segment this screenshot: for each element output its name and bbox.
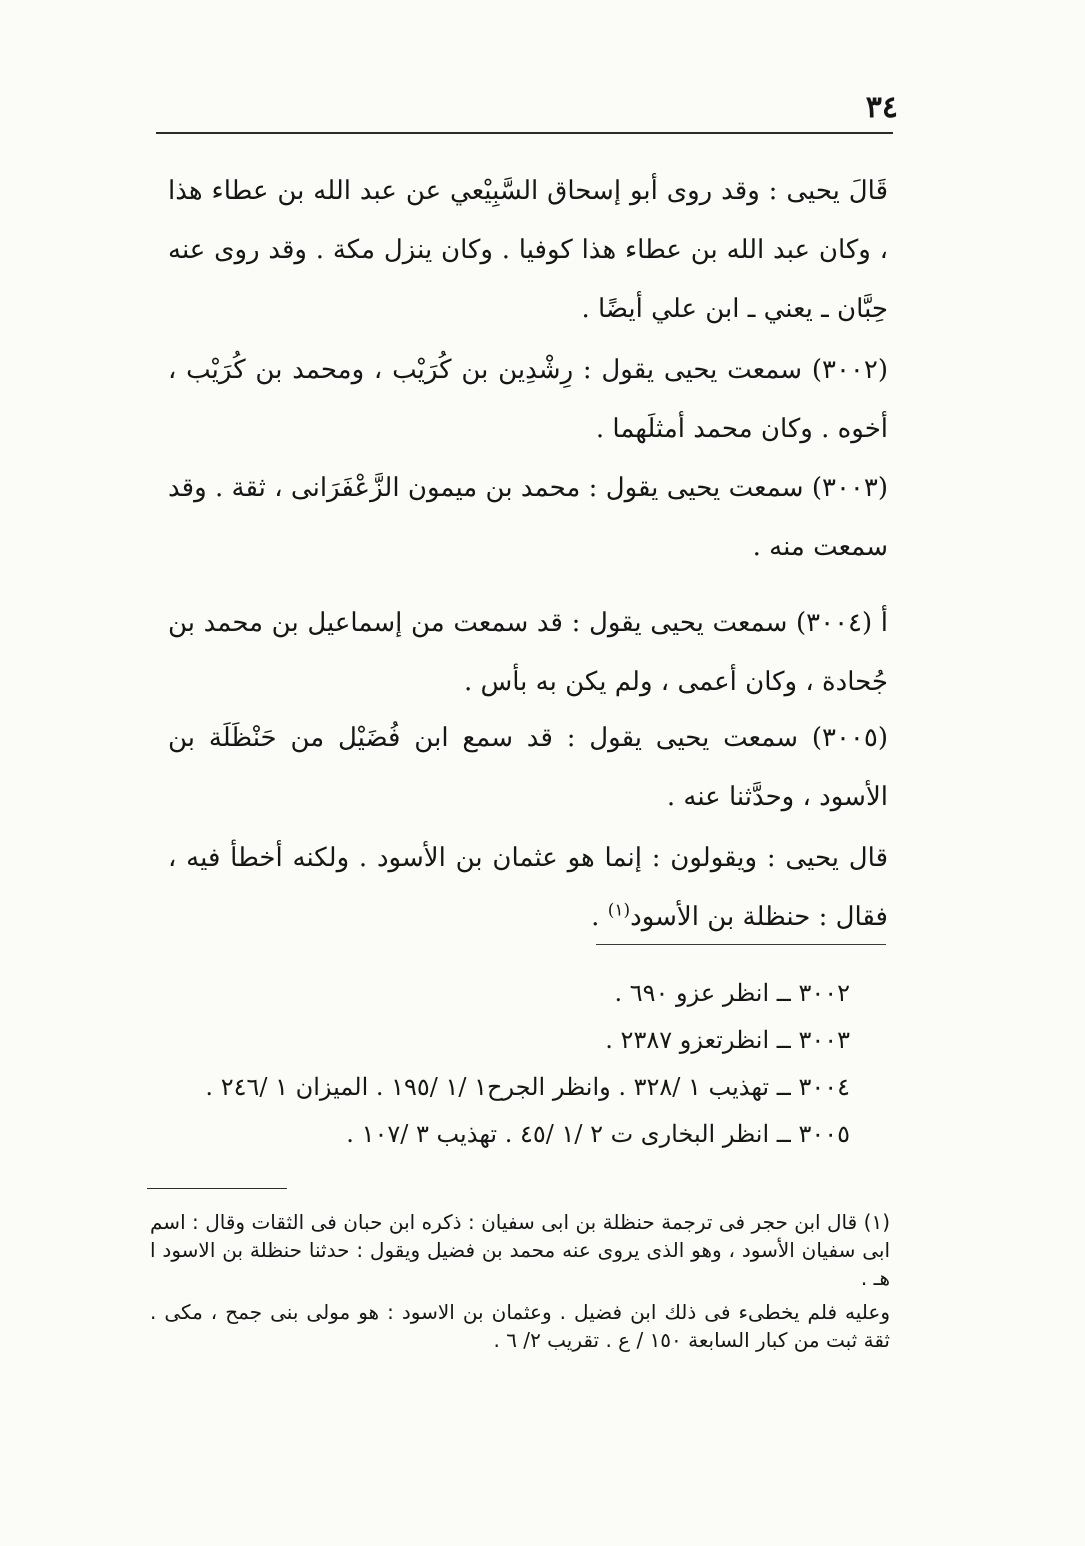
- reference-list: [160, 970, 850, 1158]
- footnotes: [150, 1208, 890, 1360]
- footnote-separator: [147, 1188, 287, 1189]
- header-rule: [156, 132, 893, 134]
- entry-text: أ (٣٠٠٤) سمعت يحيى يقول : قد سمعت من إسماعيل بن محمد بن جُحادة ، وكان أعمى ، ولم يكن به بأس .: [168, 608, 888, 697]
- entry-text: قال يحيى : ويقولون : إنما هو عثمان بن الأسود . ولكنه أخطأ فيه ، فقال : حنظلة بن الأسود: [168, 843, 888, 932]
- reference-item: ٣٠٠٣ ــ انظرتعزو ٢٣٨٧ .: [605, 1026, 850, 1054]
- footnote-paragraph: وعليه فلم يخطىء فى ذلك ابن فضيل . وعثمان بن الاسود : هو مولى بنى جمح ، مكى . ثقة ثبت من كبار السابعة ١٥٠ / ع . تقريب ٢/ ٦ .: [150, 1300, 890, 1352]
- entry-intro: [168, 162, 888, 339]
- entry-text: (٣٠٠٥) سمعت يحيى يقول : قد سمع ابن فُضَيْل من حَنْظَلَة بن الأسود ، وحدَّثنا عنه .: [168, 723, 888, 812]
- page-number: ٣٤: [865, 90, 898, 125]
- entry-text: قَالَ يحيى : وقد روى أبو إسحاق السَّبِيْعي عن عبد الله بن عطاء هذا ، وكان عبد الله بن عطاء هذا كوفيا . وكان ينزل مكة . وقد روى عنه حِبَّان ـ يعني ـ ابن علي أيضًا .: [168, 176, 888, 324]
- reference-item: ٣٠٠٥ ــ انظر البخارى ت ٢ /١ /٤٥ . تهذيب ٣ /١٠٧ .: [346, 1120, 850, 1148]
- reference-item: ٣٠٠٢ ــ انظر عزو ٦٩٠ .: [614, 979, 850, 1007]
- entry-text: (٣٠٠٢) سمعت يحيى يقول : رِشْدِين بن كُرَيْب ، ومحمد بن كُرَيْب ، أخوه . وكان محمد أمثلَهما .: [168, 355, 888, 444]
- entry-3004: [168, 594, 888, 712]
- entry-3003: [168, 459, 888, 577]
- entry-text: (٣٠٠٣) سمعت يحيى يقول : محمد بن ميمون الزَّعْفَرَانى ، ثقة . وقد سمعت منه .: [168, 473, 888, 562]
- reference-item: ٣٠٠٤ ــ تهذيب ١ /٣٢٨ . وانظر الجرح١ /١ /١٩٥ . الميزان ١ /٢٤٦ .: [205, 1073, 850, 1101]
- footnote-marker: (١): [607, 900, 631, 921]
- entry-3002: [168, 341, 888, 459]
- entry-ending: .: [591, 902, 608, 932]
- entry-3005: [168, 709, 888, 827]
- footnote-paragraph: (١) قال ابن حجر فى ترجمة حنظلة بن ابى سفيان : ذكره ابن حبان فى الثقات وقال : اسم ابى سفيان الأسود ، وهو الذى يروى عنه محمد بن فضيل ويقول : حدثنا حنظلة بن الاسود ا هـ .: [150, 1210, 890, 1290]
- section-separator: [596, 944, 886, 945]
- entry-yahya-comment: [168, 829, 888, 947]
